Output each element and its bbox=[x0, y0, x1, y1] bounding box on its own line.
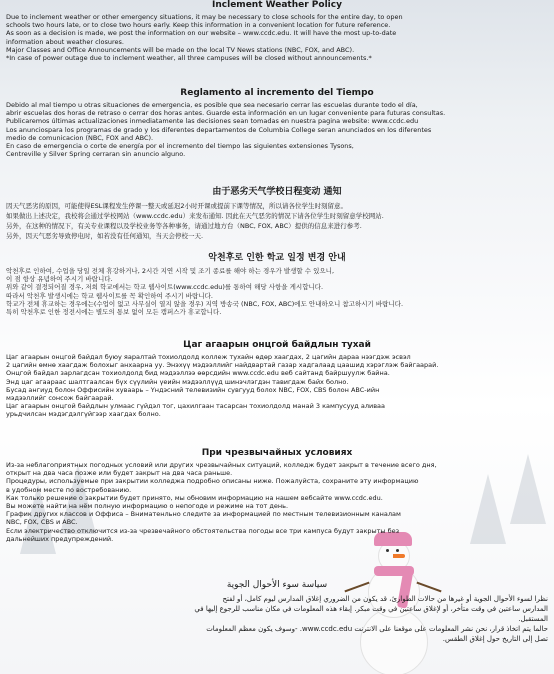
text-line: information about weather closures. bbox=[6, 37, 124, 46]
text-line: Due to inclement weather or other emergency situations, it may be necessary to close schools for the entire day, to open bbox=[6, 13, 403, 21]
text-line: урьдчилсан мэдэгдэлгүйгээр хаагдах болно. bbox=[6, 410, 161, 419]
text-line: Энд цаг агаараас шалтгаалсан бүх сүүлийн үеийн мэдээллүүд шинэчлэгдэн тавигдаж байх болно. bbox=[6, 377, 349, 386]
text-line: открыт на два часа позже или будет закрыт на два часа раньше. bbox=[6, 469, 233, 478]
section-title: Reglamento al incremento del Tiempo bbox=[180, 88, 374, 98]
text-line: As soon as a decision is made, we post the information on our website – www.ccdc.edu. It will have the most up-to-date bbox=[6, 29, 397, 38]
section-title: سياسة سوء الأحوال الجوية bbox=[226, 580, 328, 590]
section-title: При чрезвычайных условиях bbox=[201, 448, 353, 458]
text-line: Цаг агаарын онцгой байдал буюу яаралтай тохиолдолд коллеж тухайн өдөр хаагдах, 2 цагийн дараа нээгдэж эсвэл bbox=[6, 353, 411, 361]
text-line: дальнейших предупреждений. bbox=[6, 534, 114, 543]
text-line: График других классов и Оффиса – Вниматенльно следите за информацией по местным телевизионным каналам bbox=[6, 510, 401, 519]
text-line: Debido al mal tiempo u otras situaciones de emergencia, es posible que sea necesario cerrar las escuelas durante todo el día, bbox=[6, 101, 418, 109]
text-line: NBC, FOX, CBS и ABC. bbox=[6, 518, 78, 527]
text-line: 악천후로 인하여, 수업을 당일 전체 휴강하거나, 2시간 지연 시작 및 조기 종료를 해야 하는 경우가 발생할 수 있으니, bbox=[6, 267, 335, 275]
text-line: المستقبل. bbox=[518, 615, 548, 623]
text-line: Из-за неблагоприятных погодных условий или других чрезвычайных ситуаций, колледж будет закрыт в течение всего дня, bbox=[6, 461, 437, 469]
section-mongolian bbox=[6, 340, 548, 419]
text-line: Centreville y Silver Spring cerraran sin anuncio alguno. bbox=[6, 150, 186, 159]
text-line: 另外，在这种的情况下，有关专业课程以及学校业务等各种事务，请通过地方台（NBC, FOX, ABC）提供的信息来进行参考. bbox=[6, 222, 362, 230]
text-line: 2 цагийн өмнө хаагдаж болохыг анхаарна уу. Энэхүү мэдээллийг найдвартай газар хадгалаад цаашид хэрэглэж байгаарай. bbox=[6, 361, 439, 370]
section-title: Inclement Weather Policy bbox=[212, 0, 342, 10]
section-arabic bbox=[6, 580, 548, 644]
text-line: نظرا لسوء الأحوال الجوية أو غيرها من حالات الطوارئ، قد يكون من الضروري إغلاق المدارس ليوم كامل، أو لفتح bbox=[222, 595, 548, 603]
section-english bbox=[6, 0, 548, 62]
text-line: 위와 같이 결정되어질 경우, 저희 학교에서는 학교 웹사이트(www.ccdc.edu)를 통하여 해당 사항을 게시합니다. bbox=[6, 283, 324, 292]
text-line: 因天气恶劣的原因，可能使得ESL课程发生停课一整天或延迟2小时开课或提前下课等情况，所以请各位学生时刻留意。 bbox=[6, 202, 347, 210]
text-line: Онцгой байдал зарлагдсан тохиолдолд бид мэдээллээ өөрсдийн www.ccdc.edu веб сайтанд байршуулж байна. bbox=[6, 369, 390, 378]
text-line: 학교가 전체 휴교하는 경우에는(수업이 없고 사무실이 열지 않을 경우) 지역 방송국 (NBC, FOX, ABC)에도 안내하오니 참고하시기 바랍니다. bbox=[6, 299, 404, 308]
text-line: *In case of power outage due to inclement weather, all three campuses will be closed without announcements.* bbox=[6, 54, 372, 63]
text-line: تصل إلى التاريخ حول إغلاق الطقس. bbox=[442, 635, 548, 643]
text-line: 另外，因天气恶劣导致停电时，如若没有任何通知，当天会停校一天. bbox=[6, 232, 204, 240]
text-line: abrir escuelas dos horas de retraso o cerrar dos horas antes. Guarde esta información en un lugar conveniente para futuras consultas. bbox=[6, 109, 446, 118]
text-line: 특히 악천후로 인한 정전시에는 별도의 통보 없이 모든 캠퍼스가 휴교합니다. bbox=[6, 308, 222, 317]
text-line: En caso de emergencia o corte de energía por el incremento del tiempo las siguientes extensiones Tysons, bbox=[6, 142, 354, 151]
section-chinese bbox=[6, 184, 548, 241]
section-title: Цаг агаарын онцгой байдлын тухай bbox=[183, 340, 371, 350]
text-line: Бусад ангиуд болон Оффисийн хуваарь – Үндэсний телевизийн сувгууд болох NBC, FOX, CBS болон ABC-ийн bbox=[6, 385, 380, 394]
text-line: 如果做出上述决定，我校将会通过学校网站（www.ccdc.edu）来发布通知. 因此在天气恶劣的情况下请各位学生时刻留意学校网站. bbox=[6, 212, 384, 220]
text-line: Major Classes and Office Announcements will be made on the local TV News stations (NBC, FOX, and ABC). bbox=[6, 45, 355, 54]
text-line: мэдээллийг сонсож байгаарай. bbox=[6, 394, 114, 403]
text-line: Los anunciospara los programas de grado y los diferentes departamentos de Columbia College seran anunciados en los diferentes bbox=[6, 125, 432, 134]
text-line: 이 점 항상 유념하여 주시기 바랍니다. bbox=[6, 275, 113, 284]
section-title: 由于恶劣天气学校日程变动 通知 bbox=[212, 187, 342, 197]
text-line: в удобном месте по востребованию. bbox=[6, 485, 132, 494]
text-line: Как только решение о закрытии будет принято, мы обновим информацию на нашем вебсайте www.ccdc.edu. bbox=[6, 493, 383, 502]
text-line: حالما يتم اتخاذ قرار، نحن نشر المعلومات على موقعنا على الانترنت www.ccdc.edu. -وسوف يكون معظم المعلومات bbox=[206, 625, 548, 633]
text-line: medio de comunicacion (NBC, FOX and ABC). bbox=[6, 133, 154, 142]
text-line: Процедуры, используемые при закрытии колледжа подробно описаны ниже. Пожалуйста, сохраните эту информацию bbox=[6, 477, 419, 486]
section-russian bbox=[6, 448, 548, 543]
text-line: Вы можете найти на нём полную информацию о непогоде и режиме на тот день. bbox=[6, 502, 289, 511]
text-line: Publicaremos últimas actualizaciones inmediatamente las decisiones sean tomadas en nuestra pagina website: www.ccdc.edu bbox=[6, 117, 419, 126]
text-line: Если электричество отключится из-за чрезвечайного обстоятельства погоды все три кампуса будут закрыты без bbox=[6, 526, 400, 535]
text-line: schools two hours late, or to close two hours early. Keep this information in a convenient location for future reference. bbox=[6, 21, 391, 30]
section-spanish bbox=[6, 88, 548, 158]
section-korean bbox=[6, 250, 548, 316]
text-line: 따라서 악천후 발생시에는 학교 웹사이트를 꼭 확인하여 주시기 바랍니다. bbox=[6, 291, 213, 300]
text-line: Цаг агаарын онцгой байдлын улмаас гүйдэл тог, цахилгаан тасарсан тохиолдолд манай 3 кампусууд аливаа bbox=[6, 402, 385, 411]
section-title: 악천후로 인한 학교 일정 변경 안내 bbox=[208, 253, 346, 263]
text-line: المدارس ساعتين في وقت متأخر، أو لإغلاق ساعتين في وقت مبكر. إبقاء هذه المعلومات في مكان مناسب للرجوع إليها في bbox=[194, 605, 548, 613]
